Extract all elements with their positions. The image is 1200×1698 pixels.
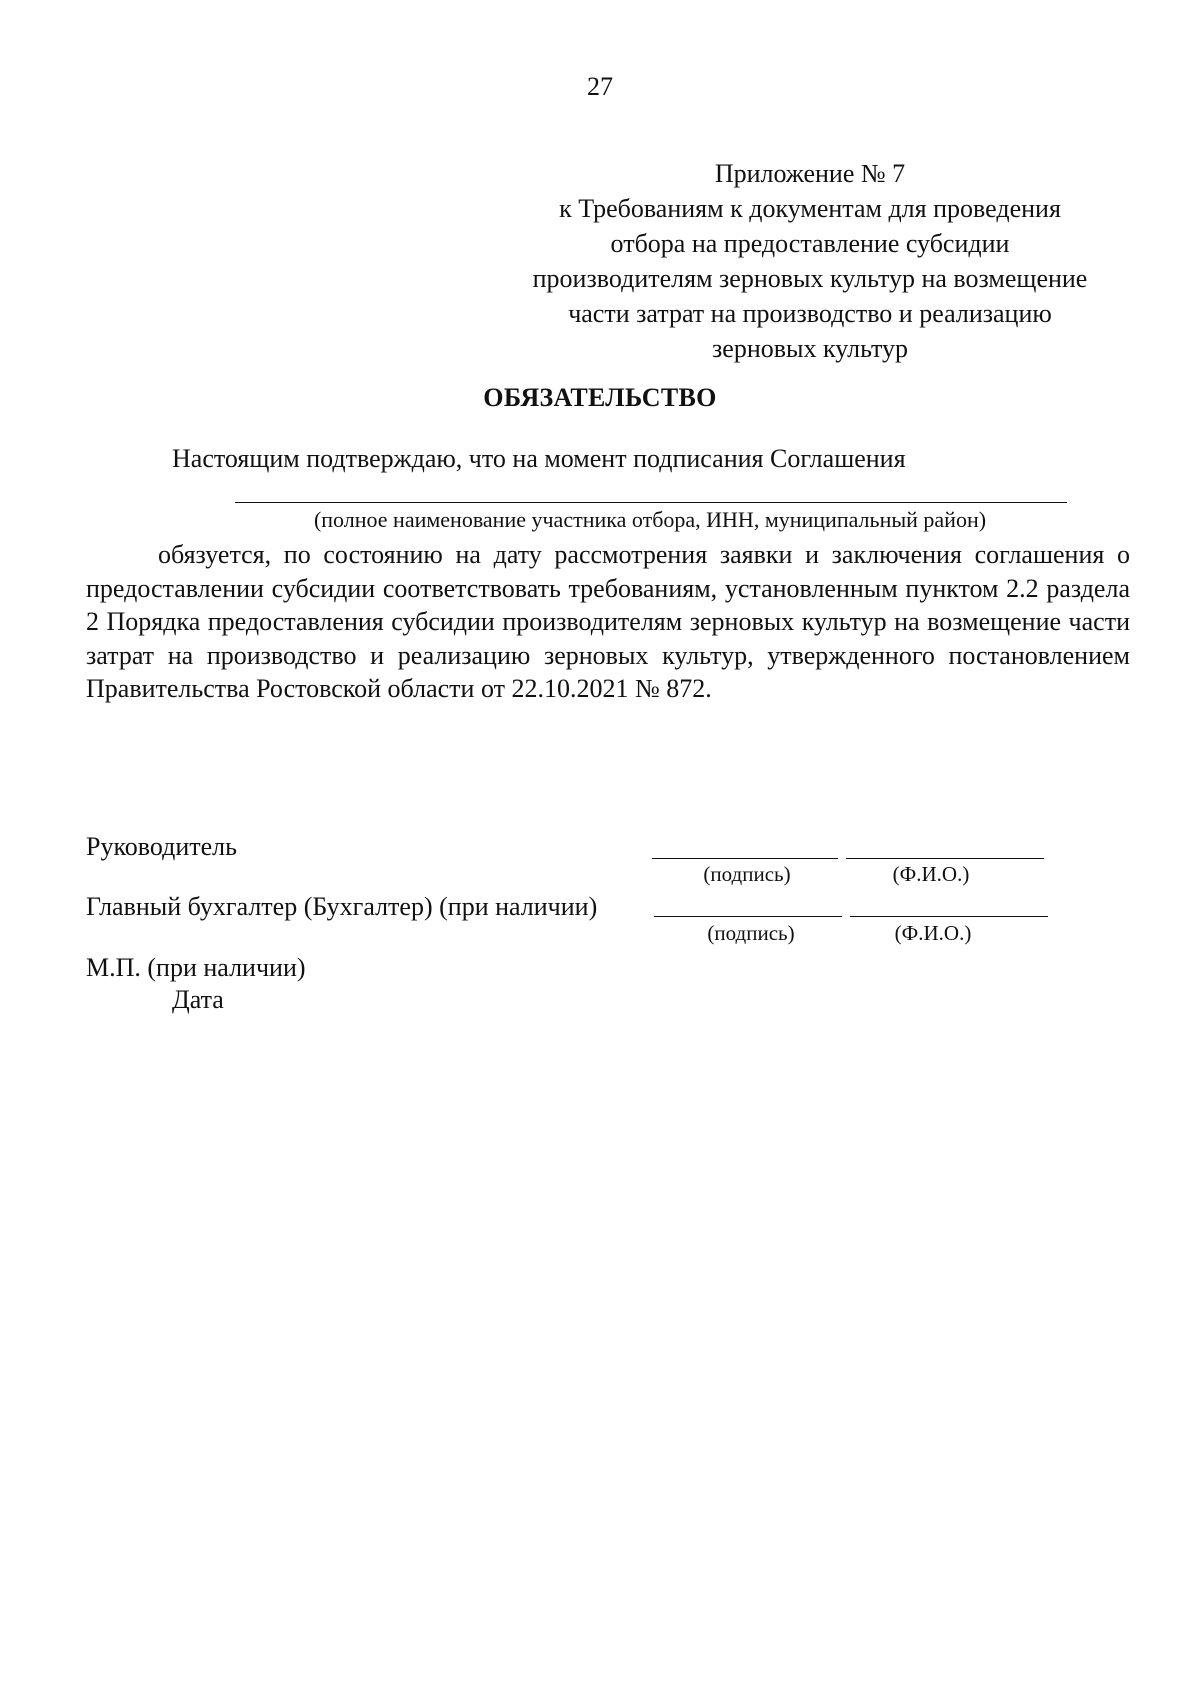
head-fio-line [846, 858, 1044, 859]
appendix-line: к Требованиям к документам для проведения [559, 194, 1061, 223]
stamp-label: М.П. (при наличии) [86, 953, 306, 982]
appendix-header [500, 156, 1120, 366]
head-fio-caption: (Ф.И.О.) [892, 862, 970, 886]
head-signature-line [652, 858, 838, 859]
appendix-line: зерновых культур [712, 334, 908, 363]
obligation-body: обязуется, по состоянию на дату рассмотрения заявки и заключения соглашения о предоставлении субсидии соответствовать требованиям, установленным пунктом 2.2 раздела 2 Порядка предоставления субсидии производителям зерновых культур на возмещение части затрат на производство и реализацию зерновых культур, утвержденного постановлением Правительства Ростовской области от 22.10.2021 № 872. [86, 540, 1130, 703]
accountant-signature-line [654, 916, 842, 917]
appendix-line: части затрат на производство и реализацию [568, 299, 1052, 328]
head-signature-caption: (подпись) [703, 862, 791, 886]
appendix-line: отбора на предоставление субсидии [610, 229, 1010, 258]
date-label: Дата [172, 985, 224, 1014]
document-title: ОБЯЗАТЕЛЬСТВО [483, 383, 717, 412]
participant-name-line [235, 502, 1067, 503]
participant-name-caption: (полное наименование участника отбора, ИНН, муниципальный район) [313, 507, 987, 532]
intro-sentence: Настоящим подтверждаю, что на момент подписания Соглашения [172, 444, 906, 473]
page-number: 27 [587, 72, 613, 101]
appendix-line: производителям зерновых культур на возмещение [532, 264, 1088, 293]
appendix-line: Приложение № 7 [714, 159, 906, 188]
accountant-fio-caption: (Ф.И.О.) [894, 921, 972, 945]
accountant-signature-caption: (подпись) [707, 921, 795, 945]
head-label: Руководитель [86, 832, 237, 861]
accountant-fio-line [850, 916, 1048, 917]
accountant-label: Главный бухгалтер (Бухгалтер) (при наличии) [86, 892, 598, 921]
